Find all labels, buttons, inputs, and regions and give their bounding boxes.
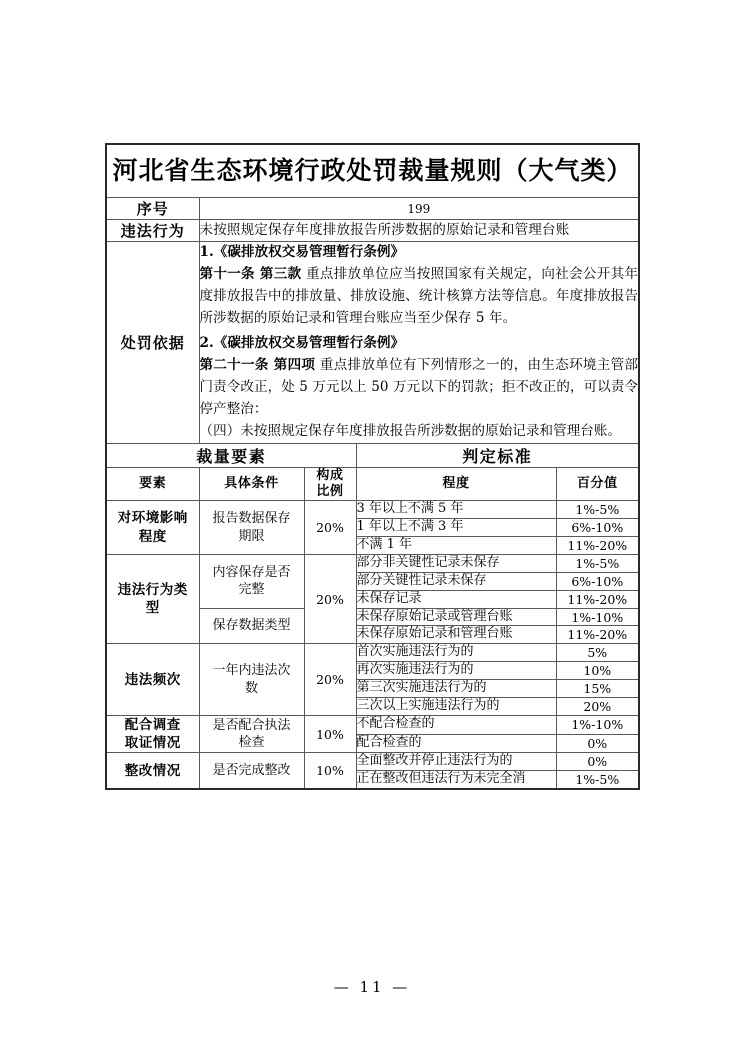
condition-label-line: 一年内违法次	[212, 663, 291, 679]
basis-item2-body	[200, 355, 639, 421]
column-header-condition: 具体条件	[199, 467, 304, 501]
table-row	[106, 715, 639, 734]
degree-cell: 首次实施违法行为的	[356, 644, 556, 662]
condition-label-line: 是否完成整改	[212, 762, 291, 778]
violation-label: 违法行为	[106, 220, 199, 242]
factor-label-line: 取证情况	[124, 735, 181, 752]
basis-item1-article: 第十一条 第三款	[199, 265, 302, 282]
condition-cell	[199, 501, 304, 555]
table-body	[106, 144, 639, 789]
condition-cell	[199, 608, 304, 644]
violation-row	[106, 220, 639, 242]
column-header-factor: 要素	[106, 467, 199, 501]
factor-label-line: 型	[145, 600, 160, 617]
group-header-factors: 裁量要素	[106, 443, 356, 467]
degree-cell: 未保存原始记录或管理台账	[356, 608, 556, 626]
degree-cell: 不满 1 年	[356, 537, 556, 555]
column-header-degree: 程度	[356, 467, 556, 501]
degree-cell: 配合检查的	[356, 734, 556, 753]
percent-cell: 15%	[556, 680, 639, 698]
percent-cell: 0%	[556, 753, 639, 771]
percent-cell: 0%	[556, 734, 639, 753]
percent-cell: 5%	[556, 644, 639, 662]
degree-cell: 1 年以上不满 3 年	[356, 519, 556, 537]
table-row	[106, 644, 639, 662]
degree-cell: 未保存原始记录和管理台账	[356, 626, 556, 644]
group-header-standards: 判定标准	[356, 443, 639, 467]
title-row	[106, 144, 639, 198]
factor-label-line: 程度	[138, 528, 167, 545]
percent-cell: 6%-10%	[556, 519, 639, 537]
page-footer: — 11 —	[333, 978, 411, 996]
ratio-cell: 10%	[304, 753, 356, 789]
document-title-cell	[106, 144, 639, 198]
table-row	[106, 554, 639, 572]
basis-item2-text: 重点排放单位有下列情形之一的，由生态环境主管部门责令改正，处 5 万元以上 50 万元以下的罚款；拒不改正的，可以责令停产整治：	[199, 357, 639, 418]
degree-cell: 未保存记录	[356, 590, 556, 608]
factor-cell	[106, 753, 199, 789]
condition-label-line: 完整	[238, 582, 265, 598]
factor-label-line: 违法行为类	[117, 581, 188, 598]
basis-item2-title: 2.《碳排放权交易管理暂行条例》	[199, 335, 405, 352]
percent-cell: 10%	[556, 662, 639, 680]
basis-label: 处罚依据	[106, 242, 199, 444]
degree-cell: 第三次实施违法行为的	[356, 680, 556, 698]
percent-cell: 6%-10%	[556, 572, 639, 590]
condition-cell	[199, 644, 304, 716]
ratio-cell: 20%	[304, 644, 356, 716]
percent-cell: 11%-20%	[556, 590, 639, 608]
serial-row	[106, 198, 639, 220]
degree-cell: 再次实施违法行为的	[356, 662, 556, 680]
ratio-cell: 20%	[304, 554, 356, 643]
factor-cell	[106, 554, 199, 643]
percent-cell: 1%-5%	[556, 554, 639, 572]
percent-cell: 1%-5%	[556, 501, 639, 519]
factor-label-line: 整改情况	[124, 762, 181, 779]
column-header-percent: 百分值	[556, 467, 639, 501]
percent-cell: 1%-5%	[556, 771, 639, 789]
criteria-column-header-row	[106, 467, 639, 501]
condition-label-line: 报告数据保存	[212, 511, 291, 527]
basis-item2-sub: （四）未按照规定保存年度排放报告所涉数据的原始记录和管理台账。	[199, 422, 622, 439]
factor-label-line: 对环境影响	[117, 510, 188, 527]
percent-cell: 11%-20%	[556, 537, 639, 555]
condition-cell	[199, 554, 304, 608]
degree-cell: 不配合检查的	[356, 715, 556, 734]
criteria-group-header-row	[106, 443, 639, 467]
degree-cell: 全面整改并停止违法行为的	[356, 753, 556, 771]
serial-label: 序号	[106, 198, 199, 220]
percent-cell: 1%-10%	[556, 715, 639, 734]
factor-cell	[106, 501, 199, 555]
column-header-ratio-line1: 构成	[316, 467, 344, 483]
violation-value: 未按照规定保存年度排放报告所涉数据的原始记录和管理台账	[199, 220, 639, 242]
ratio-cell: 20%	[304, 501, 356, 555]
condition-cell	[199, 715, 304, 752]
basis-content	[199, 242, 639, 444]
factor-label-line: 违法频次	[124, 671, 181, 688]
degree-cell: 部分非关键性记录未保存	[356, 554, 556, 572]
degree-cell: 正在整改但违法行为未完全消	[356, 771, 556, 789]
basis-item1-title: 1.《碳排放权交易管理暂行条例》	[199, 244, 405, 260]
table-row	[106, 501, 639, 519]
percent-cell: 20%	[556, 698, 639, 716]
penalty-discretion-table	[105, 143, 640, 790]
factor-cell	[106, 644, 199, 716]
condition-label-line: 是否配合执法	[212, 717, 291, 733]
percent-cell: 11%-20%	[556, 626, 639, 644]
document-title: 河北省生态环境行政处罚裁量规则（大气类）	[112, 156, 633, 186]
ratio-cell: 10%	[304, 715, 356, 752]
condition-label-line: 期限	[238, 528, 265, 544]
basis-item1-text: 重点排放单位应当按照国家有关规定，向社会公开其年度排放报告中的排放量、排放设施、统计核算方法等信息。年度排放报告所涉数据的原始记录和管理台账应当至少保存 5 年。	[199, 265, 639, 326]
column-header-ratio	[304, 467, 356, 501]
factor-label-line: 配合调查	[124, 716, 181, 733]
basis-item2-article: 第二十一条 第四项	[199, 357, 316, 374]
factor-cell	[106, 715, 199, 752]
column-header-ratio-line2: 比例	[316, 483, 344, 499]
degree-cell: 3 年以上不满 5 年	[356, 501, 556, 519]
condition-cell	[199, 753, 304, 789]
condition-label-line: 保存数据类型	[212, 618, 291, 634]
serial-value: 199	[199, 198, 639, 220]
table-row	[106, 753, 639, 771]
condition-label-line: 检查	[238, 735, 265, 751]
percent-cell: 1%-10%	[556, 608, 639, 626]
degree-cell: 部分关键性记录未保存	[356, 572, 556, 590]
condition-label-line: 数	[244, 680, 258, 696]
condition-label-line: 内容保存是否	[212, 564, 291, 580]
basis-row	[106, 242, 639, 444]
degree-cell: 三次以上实施违法行为的	[356, 698, 556, 716]
basis-item1-body	[200, 264, 639, 330]
